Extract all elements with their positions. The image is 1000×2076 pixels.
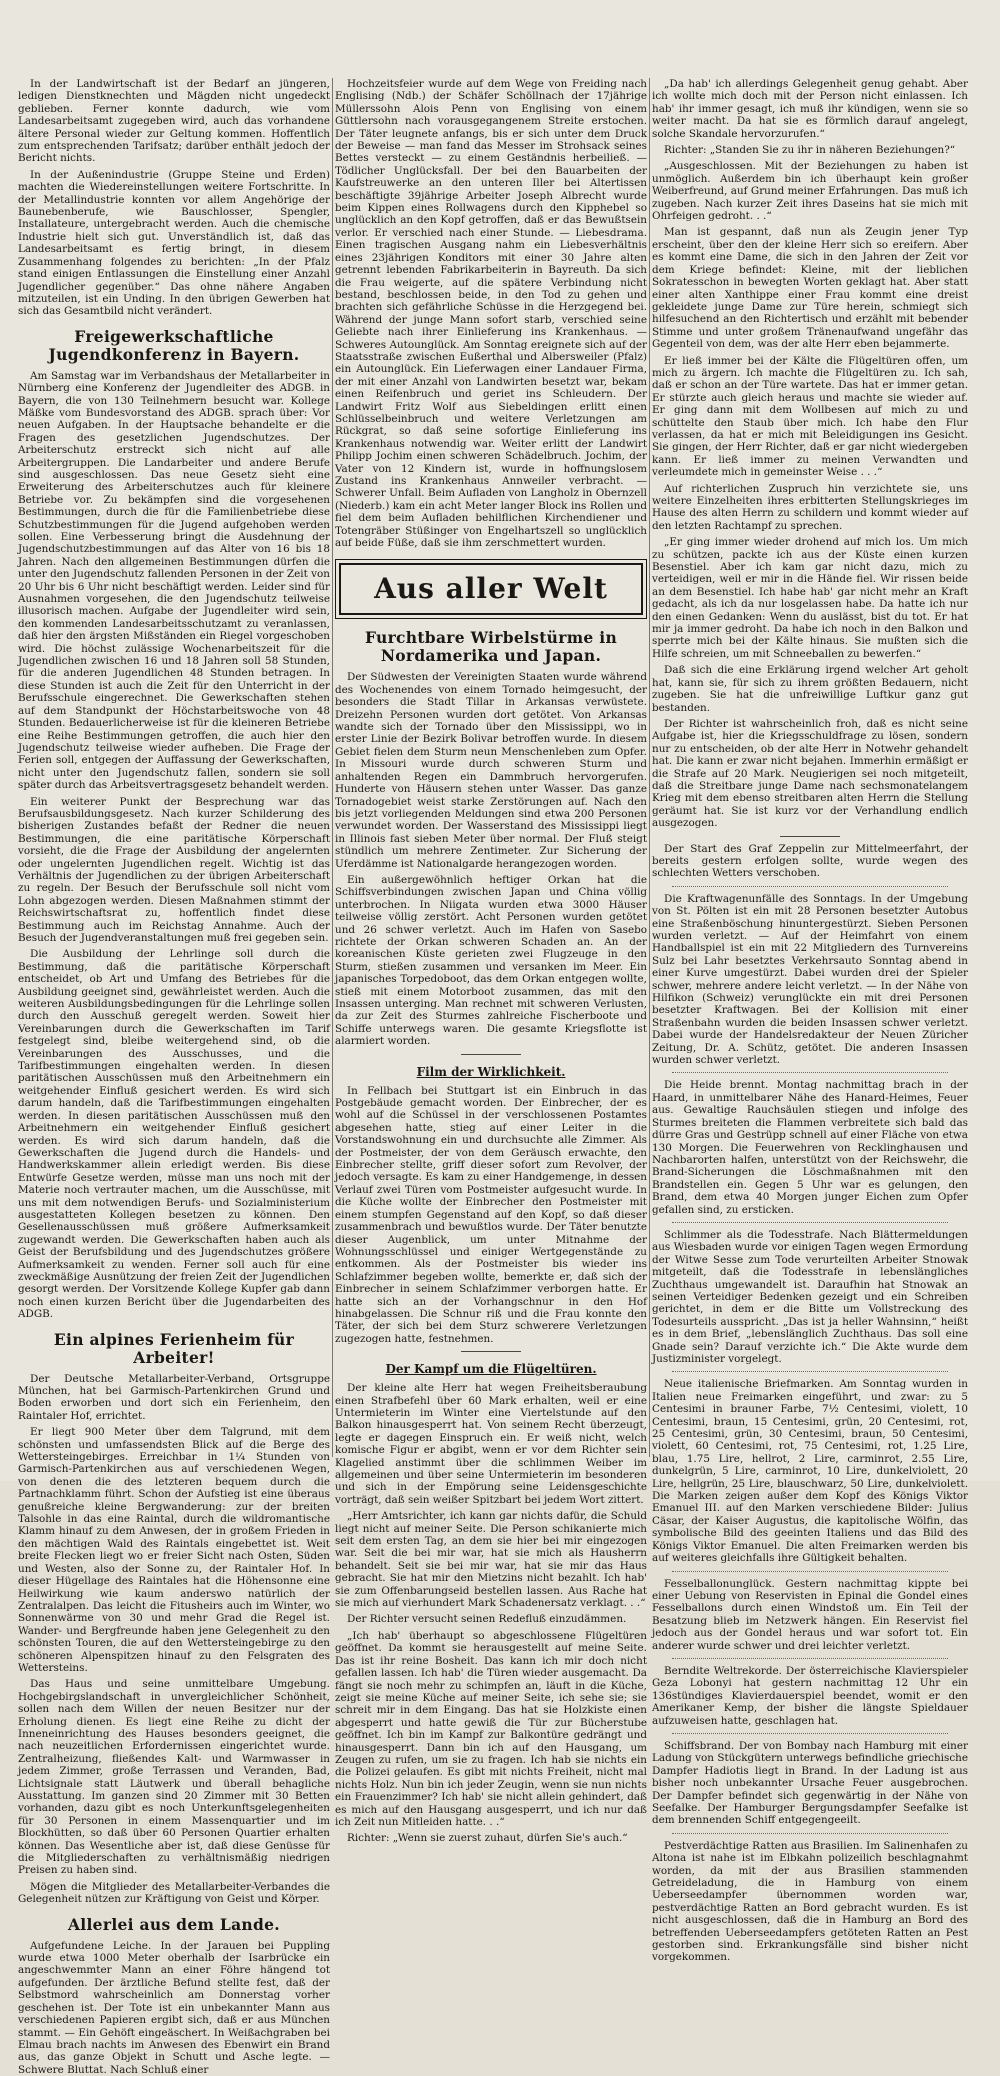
column-2: [335, 78, 647, 1845]
dotted-separator: [672, 1658, 948, 1659]
headline-allerlei: Allerlei aus dem Lande.: [67, 1914, 280, 1934]
paragraph: Richter: „Standen Sie zu ihr in näheren Beziehungen?“: [664, 144, 956, 157]
dotted-separator: [672, 886, 948, 887]
col3-news-items: [652, 843, 968, 1964]
separator: [780, 836, 840, 837]
headline-ferienheim: Ein alpines Ferienheim für Arbeiter!: [53, 1329, 295, 1367]
dotted-separator: [672, 1222, 948, 1223]
paragraph: Daß sich die eine Erklärung irgend welcher Art geholt hat, kann sie, für sich zu ihrem größten Bedauern, nicht zugeben. Sie hat die unfreiwillige Luftkur ganz gut bestanden.: [652, 664, 968, 714]
separator: [461, 1351, 521, 1352]
paragraph: Hochzeitsfeier wurde auf dem Wege von Freiding nach Englising (Ndb.) der Schäfer Schöllnach der 17jährige Müllerssohn Alois Penn von Englising von einem Güttlersohn nach vorausgegangenem Streite erstochen. Der Täter leugnete anfangs, bis er sich unter dem Druck der Beweise — man fand das Messer im Strohsack seines Bettes versteckt — zu einem Geständnis herbeiließ. — Tödlicher Unglücksfall. Der bei den Bauarbeiten der Kaufstreuwerke an den unteren Iller bei Altertissen beschäftigte 39jährige Arbeiter Joseph Albrecht wurde beim Kippen eines Rollwagens durch den Kipphebel so unglücklich an den Kopf getroffen, daß er das Bewußtsein verlor. Er verschied nach einer Stunde. — Liebesdrama. Einen tragischen Ausgang nahm ein Liebesverhältnis eines 23jährigen Konditors mit einer 30 Jahre alten getrennt lebenden Fabrikarbeiterin in Bayreuth. Da sich die Frau weigerte, auf die spätere Verbindung nicht bestand, beschlossen beide, in den Tod zu gehen und brachten sich gefährliche Schüsse in die Herzgegend bei. Während der junge Mann sofort starb, verschied seine Geliebte nach ihrer Einlieferung ins Krankenhaus. — Schweres Autounglück. Am Sonntag ereignete sich auf der Staatsstraße zwischen Eußerthal und Albersweiler (Pfalz) ein Autounglück. Ein Lieferwagen einer Landauer Firma, der mit einer Anzahl von Landwirten besetzt war, bekam einen Reifenbruch und geriet ins Schleudern. Der Landwirt Fritz Wolf aus Siebeldingen erlitt einen Schlüsselbeinbruch und weitere Verletzungen am Rückgrat, so daß seine sofortige Einlieferung ins Krankenhaus notwendig war. Weiter erlitt der Landwirt Philipp Jochim einen schweren Schädelbruch. Jochim, der Vater von 12 Kindern ist, wurde in hoffnungslosem Zustand ins Krankenhaus Annweiler verbracht. — Schwerer Unfall. Beim Aufladen von Langholz in Obernzell (Niederb.) kam ein acht Meter langer Block ins Rollen und fiel dem beim Aufladen behilflichen Kirchendiener und Totengräber Stüßinger von Engelhartszell so unglücklich auf beide Füße, daß sie ihm zerschmettert wurden.: [335, 78, 647, 550]
dotted-separator: [672, 1833, 948, 1834]
paragraph: Die Ausbildung der Lehrlinge soll durch die Bestimmung, daß die paritätische Körperschaft entscheidet, ob Art und Umfang des Betriebes für die Ausbildung geeignet sind, gewährleistet werden. Auch die weiteren Ausbildungsbedingungen für die Lehrlinge sollen durch den Ausschuß geregelt werden. Soweit hier Vereinbarungen durch die Gewerkschaften im Tarif festgelegt sind, bleibe weitergehend sind, ob die Vereinbarungen des Ausschusses, und die Tarifbestimmungen eingehalten werden. In diesen paritätischen Ausschüssen muß den Arbeitnehmern ein weitgehender Einfluß gesichert werden. Es wird sich darum handeln, daß die Tarifbestimmungen eingehalten werden. In diesen paritätischen Ausschüssen muß den Arbeitnehmern ein weitgehender Einfluß gesichert werden. Es wird sich darum handeln, daß die Gewerkschaften die Jugend durch die Handels- und Handwerkskammer allein erledigt werden. Bis diese Entwürfe Gesetze werden, müsse man uns noch mit der Materie noch vertrauter machen, um die Ausschüsse, mit uns mit dem notwendigen Berufs- und Sozialministerium ausgestatteten Kollegen besetzen zu können. Den Gesellenausschüssen muß größere Aufmerksamkeit zugewandt werden. Die Gewerkschaften haben auch als Geist der Berufsbildung und des Jugendschutzes größere Aufmerksamkeit zu wenden. Ferner soll auch für eine zweckmäßige Ausnützung der freien Zeit der Jugendlichen gesorgt werden. Der Vorsitzende Kollege Kupfer gab dann noch einen kurzen Bericht über die Jugendarbeiten des ADGB.: [18, 948, 330, 1321]
paragraph: Das Haus und seine unmittelbare Umgebung. Hochgebirgslandschaft in unvergleichlicher Schönheit, sollen nach dem Willen der neuen Besitzer nur der Erholung dienen. Es liegt eine Reihe zu dicht der Inneneinrichtung des Hauses besonders geeignet, die nach neuzeitlichen Erfordernissen eingerichtet wurde. Zentralheizung, fließendes Kalt- und Warmwasser in jedem Zimmer, große Terrassen und Veranden, Bad, Lichtsignale statt Läutwerk und überall behagliche Ausstattung. Im ganzen sind 20 Zimmer mit 30 Betten vorhanden, dazu gibt es noch Unterkunftsgelegenheiten für 30 Personen in einem Massenquartier und im Blockhütten, so daß über 60 Personen Quartier erhalten können. Das Wesentliche aber ist, daß diese Genüsse für die Mitgliederschaften zu verhältnismäßig niedrigen Preisen zu haben sind.: [18, 1678, 330, 1877]
paragraph: „Er ging immer wieder drohend auf mich los. Um mich zu schützen, packte ich aus der Küste einen kurzen Besenstiel. Aber ich kam gar nicht dazu, mich zu verteidigen, weil er mir in die Hände fiel. Wir rissen beide an dem Besenstiel. Ich habe hab' gar nicht mehr an Kraft gedacht, als ich da nur losgelassen habe. Da hatte ich nur den einen Gedanken: Wenn du auslässt, bist du tot. Er hat mir ja immer gedroht. Da habe ich noch in den Balkon und sperrte mich bei der Kälte hinaus. Sie mußten sich die Hilfe schreien, um mit Schneeballen zu bewerfen.“: [652, 536, 968, 660]
column-3: [652, 78, 968, 1964]
paragraph: Mögen die Mitglieder des Metallarbeiter-Verbandes die Gelegenheit nützen zur Kräftigung von Geist und Körper.: [18, 1880, 330, 1906]
paragraph: Ein weiterer Punkt der Besprechung war das Berufsausbildungsgesetz. Nach kurzer Schilderung des bisherigen Zustandes befaßt der Redner die neuen Bestimmungen, die eine paritätische Körperschaft vorsieht, die die Frage der Ausbildung der angelernten oder ungelernten Jugendlichen regelt. Wichtig ist das Verhältnis der Jugendlichen zu der übrigen Arbeiterschaft zu regeln. Der Besuch der Berufsschule soll nicht vom Lohn abgezogen werden. Diesen Maßnahmen stimmt der Reichswirtschaftsrat zu, hoffentlich findet diese Bestimmung auch im Reichstag Annahme. Auch der Besuch der Jugendveranstaltungen muß frei gegeben sein.: [18, 795, 330, 944]
dotted-separator: [672, 1371, 948, 1372]
paragraph: Er liegt 900 Meter über dem Talgrund, mit dem schönsten und umfassendsten Blick auf die Berge des Wettersteingebirges. Erreichbar in 1¼ Stunden von Garmisch-Partenkirchen aus auf verschiedenen Wegen, von denen die des letzteren bequem durch die Partnachklamm führt. Schon der Aufstieg ist eine überaus genußreiche kleine Bergwanderung: zur der breiten Talsohle in das eine Raintal, durch die wildromantische Klamm hinauf zu dem Anwesen, der in großem Frieden in den mächtigen Wald des Raintals eingebettet ist. Weit breite Flecken liegt wo er freier Sicht nach Osten, Süden und Westen, also der Sonne zu, der Raintaler Hof. In dieser Hügellage des Raintales hat die Höhensonne eine Heilwirkung wie kaum anderswo natürlich der Zentralalpen. Das leicht die Fitusheirs auch im Winter, wo Sonnenwärme von 30 und mehr Grad die Regel ist. Wander- und Bergfreunde haben jene Gelegenheit zu den schönsten Touren, die auf den Wettersteingebirge zu den schöneren Alpenspitzen hinauf zu den Felsgraten des Wettersteins.: [18, 1426, 330, 1674]
paragraph: Ein außergewöhnlich heftiger Orkan hat die Schiffsverbindungen zwischen Japan und China völlig unterbrochen. In Niigata wurden etwa 3000 Häuser teilweise völlig zerstört. Acht Personen wurden getötet und 26 schwer verletzt. Auch im Hafen von Sasebo richtete der Orkan schweren Schaden an. An der koreanischen Küste gerieten zwei Flugzeuge in den Sturm, stießen zusammen und versanken im Meer. Ein japanisches Torpedoboot, das dem Orkan entgegen wollte, stieß mit einem Motorboot zusammen, das mit den Insassen unterging. Man rechnet mit schweren Verlusten, da zur Zeit des Sturmes zahlreiche Fischerboote und Schiffe unterwegs waren. Die gesamte Kriegsflotte ist alarmiert worden.: [335, 873, 647, 1048]
headline-film-der-wirklichkeit: Film der Wirklichkeit.: [416, 1064, 566, 1079]
news-item: Die Kraftwagenunfälle des Sonntags. In der Umgebung von St. Pölten ist ein mit 28 Personen besetzter Autobus eine Straßenböschung hinuntergestürzt. Sieben Personen wurden verletzt. — Auf der Heimfahrt von einem Handballspiel ist ein mit 22 Mitgliedern des Turnvereins Sulz bei Lahr besetztes Verkehrsauto Sonntag abend in einer Kurve umgestürzt. Dabei wurden drei der Spieler schwer, mehrere andere leicht verletzt. — In der Nähe von Hilfikon (Schweiz) verunglückte ein mit drei Personen besetzter Kraftwagen. Bei der Kollision mit einer Straßenbahn wurden die beiden Insassen schwer verletzt. Dabei wurde der Handelsredakteur der Neuen Züricher Zeitung, Dr. A. Schütz, getötet. Die anderen Insassen wurden schwer verletzt.: [652, 892, 968, 1067]
paragraph: In der Landwirtschaft ist der Bedarf an jüngeren, ledigen Dienstknechten und Mägden nicht ungedeckt geblieben. Ferner konnte dadurch, wie vom Landesarbeitsamt zugegeben wird, auch das vorhandene ältere Personal wieder zur Geltung kommen. Hoffentlich zum entsprechenden Tarifsatz; darüber enthält jedoch der Bericht nichts.: [18, 78, 330, 165]
paragraph: Der Deutsche Metallarbeiter-Verband, Ortsgruppe München, hat bei Garmisch-Partenkirchen Grund und Boden erworben und dort sich ein Ferienheim, den Raintaler Hof, errichtet.: [18, 1372, 330, 1422]
article-kampf-fluegeltueren: [335, 1382, 647, 1845]
paragraph: Richter: „Wenn sie zuerst zuhaut, dürfen Sie's auch.“: [347, 1832, 628, 1845]
paragraph: Auf richterlichen Zuspruch hin verzichtete sie, uns weitere Einzelheiten ihres erbitterten Stellungskrieges im Hause des alten Herrn zu schildern und kommt wieder auf den letzten Rachtampf zu sprechen.: [652, 482, 968, 532]
news-item: Fesselballonunglück. Gestern nachmittag kippte bei einer Uebung von Reservisten in Epinal die Gondel eines Fesselballons durch einen Windstoß um. Ein Teil der Besatzung blieb im Netzwerk hängen. Ein Reservist fiel jedoch aus der Gondel heraus und war sofort tot. Ein anderer wurde schwer und drei leichter verletzt.: [652, 1577, 968, 1652]
column-divider-1: [332, 78, 333, 1457]
paragraph: In der Außenindustrie (Gruppe Steine und Erden) machten die Wiedereinstellungen weitere Fortschritte. In der Metallindustrie konnten vor allem Angehörige der Baunebenberufe, wie Bauschlosser, Spengler, Installateure, untergebracht werden. Auch die chemische Industrie hielt sich gut. Unverständlich ist, daß das Landesarbeitsamt es fertig bringt, in diesem Zusammenhang folgendes zu berichten: „In der Pfalz stand einigen Entlassungen die Einstellung einer Anzahl Jugendlicher gegenüber.“ Das ohne nähere Angaben mitzuteilen, ist ein Unding. In den übrigen Gewerben hat sich das Gesamtbild nicht verändert.: [18, 168, 330, 318]
headline-wirbelstuerme: Furchtbare Wirbelstürme in Nordamerika und Japan.: [364, 628, 618, 666]
paragraph: Er ließ immer bei der Kälte die Flügeltüren offen, um mich zu ärgern. Ich machte die Flügeltüren zu. Ich sah, daß er schon an der Türe wartete. Das hat er immer getan. Er stürzte auch gleich heraus und machte sie wieder auf. Er ging dann mit dem Wollbesen auf mich zu und schüttelte den Staub über mich. Ich habe den Flur verlassen, da hat er mich mit Beleidigungen ins Gesicht. Sie gingen, der Herr Richter, daß er gar nicht wiedergeben kann. Er ließ immer zu meinen Verwandten und verleumdete mich in gemeinster Weise . . .“: [652, 354, 968, 479]
paragraph: „Ich hab' überhaupt so abgeschlossene Flügeltüren geöffnet. Da kommt sie herausgestellt auf meine Seite. Das ist ihr reine Bosheit. Das kann ich mir doch nicht gefallen lassen. Ich hab' die Türen wieder ausgemacht. Da fängt sie noch mehr zu schimpfen an, läuft in die Küche, zeigt sie meine Küche auf meiner Seite, ich sehe sie; sie schreit mir in dem Eingang. Das hat sie Holzkiste einen abgesperrt und hatte gewiß die Tür zur Bücherstube geöffnet. Ich bin im Kampf zur Balkontüre gedrängt und hinausgesperrt. Dann bin ich auf den Hausgang, um Zeugen zu rufen, um sie zu fragen. Ich hab sie nichts ein die Polizei gelaufen. Es gibt mit nichts Freiheit, nicht mal nichts Holz. Nun bin ich jeder Zeugin, wenn sie nun nichts ein Frauenzimmer? Ich hab' sie nicht allein gehindert, daß es mich auf den Hausgang ausgesperrt, und ich nur daß ich Zeit nun Mitleiden hatte. . .“: [335, 1629, 647, 1828]
column-1: [18, 78, 330, 2076]
paragraph: Man ist gespannt, daß nun als Zeugin jener Typ erscheint, über den der kleine Herr sich so ereifern. Aber es kommt eine Dame, die sich in den Jahren der Zeit vor dem Kriege befindet: Kleine, mit der lieblichen Sokratesschon in bewegten Worten geklagt hat. Aber statt einer alten Xanthippe einer Frau kommt eine dreist gekleidete junge Dame zur Türe herein, schmiegt sich hilfesuchend an den Richtertisch und erzählt mit bebender Stimme und unter großem Tränenaufwand ungefähr das Gegenteil von dem, was der alte Herr eben bejammerte.: [652, 226, 968, 351]
paragraph: Der Richter versucht seinen Redefluß einzudämmen.: [347, 1613, 627, 1626]
dotted-separator: [672, 1571, 948, 1572]
dotted-separator: [672, 1072, 948, 1073]
headline-jugendkonferenz: Freigewerkschaftliche Jugendkonferenz in Bayern.: [48, 326, 300, 364]
col1-intro: [18, 78, 330, 318]
article-ferienheim: [18, 1373, 330, 1906]
news-item: Schiffsbrand. Der von Bombay nach Hamburg mit einer Ladung von Stückgütern unterwegs befindliche griechische Dampfer Hadiotis liegt in Brand. In der Ladung ist aus bisher noch unbekannter Ursache Feuer ausgebrochen. Der Dampfer befindet sich gegenwärtig in der Nähe von Seefalke. Der Hamburger Bergungsdampfer Seefalke ist dem brennenden Schiff entgegengeeilt.: [652, 1739, 968, 1827]
paragraph: „Ausgeschlossen. Mit der Beziehungen zu haben ist unmöglich. Außerdem bin ich überhaupt kein großer Weiberfreund, auf Grund meiner Erfahrungen. Das muß ich zugeben. Nach kurzer Zeit ihres Daseins hat sie mich mit Ohrfeigen gedroht. . .“: [652, 160, 968, 223]
col2-intro: [335, 78, 647, 549]
article-jugendkonferenz: [18, 370, 330, 1321]
news-item: Neue italienische Briefmarken. Am Sonntag wurden in Italien neue Freimarken eingeführt, und zwar: zu 5 Centesimi in brauner Farbe, 7½ Centesimi, violett, 10 Centesimi, braun, 15 Centesimi, grün, 20 Centesimi, rot, 25 Centesimi, grün, 30 Centesimi, braun, 50 Centesimi, violett, 60 Centesimi, rot, 75 Centesimi, rot, 1.25 Lire, blau, 1.75 Lire, hellrot, 2 Lire, carminrot, 2.55 Lire, dunkelgrün, 5 Lire, carminrot, 10 Lire, dunkelviolett, 20 Lire, hellgrün, 25 Lire, blauschwarz, 50 Lire, dunkelviolett. Die Marken zeigen außer dem Kopf des Königs Viktor Emanuel III. auf den Marken verschiedene Bilder: Julius Cäsar, der Kaiser Augustus, die kapitolische Wölfin, das symbolische Bild des geeinten Italiens und das Bild des Königs Viktor Emanuel. Die alten Freimarken werden bis auf weiteres gleichfalls ihre Gültigkeit behalten.: [652, 1378, 968, 1565]
news-item: Pestverdächtige Ratten aus Brasilien. Im Salinenhafen zu Altona ist nahe ist im Elbkahn polizeilich beschlagnahmt worden, da mit der aus Brasilien stammenden Getreideladung, die in Hamburg von einem Ueberseedampfer übernommen worden war, pestverdächtige Ratten an Bord gebracht wurden. Es ist nicht ausgeschlossen, daß die in Hamburg an Bord des betreffenden Ueberseedampfers getöteten Ratten an Pest gestorben sind. Erkrankungsfälle sind bisher nicht vorgekommen.: [652, 1839, 968, 1964]
dotted-separator: [672, 1733, 948, 1734]
paragraph: Am Samstag war im Verbandshaus der Metallarbeiter in Nürnberg eine Konferenz der Jugendleiter des ADGB. in Bayern, die von 130 Teilnehmern besucht war. Kollege Mäßke vom Bundesvorstand des ADGB. sprach über: Vor neuen Aufgaben. In der Hauptsache behandelte er die Fragen des gesetzlichen Jugendschutzes. Der Arbeiterschutz erstreckt sich nicht auf alle Arbeitergruppen. Die Landarbeiter und andere Berufe sind ausgeschlossen. Das neue Gesetz sieht eine Erweiterung des Arbeiterschutzes auch für kleinere Betriebe vor. Zu bekämpfen sind die vorgesehenen Bestimmungen, durch die für die Familienbetriebe diese Schutzbestimmungen für die Jugend aufgehoben werden sollen. Eine Verbesserung bringt die Ausdehnung der Jugendschutzbestimmungen auf das Alter von 16 bis 18 Jahren. Nach den allgemeinen Bestimmungen dürfen die unter den Jugendschutz fallenden Personen in der Zeit von 20 Uhr bis 6 Uhr nicht beschäftigt werden. Leider sind für Ausnahmen vorgesehen, die den Jugendschutz teilweise illusorisch machen. Aufgabe der Jugendleiter wird sein, den kommenden Landesarbeitsschutzamt zu veranlassen, daß hier den ärgsten Mißständen ein Riegel vorgeschoben wird. Die höchst zulässige Wochenarbeitszeit für die Jugendlichen zwischen 16 und 18 Jahren soll 58 Stunden, für die anderen Jugendlichen 48 Stunden betragen. In diese Stunden ist auch die Zeit für den Unterricht in der Berufsschule eingerechnet. Die Gewerkschaften stehen auf dem Standpunkt der Höchstarbeitswoche von 48 Stunden. Bedauerlicherweise ist für die kleineren Betriebe eine Reihe Bestimmungen getroffen, die auch hier den Jugendschutz teilweise wieder aufheben. Die Frage der Ferien soll, entgegen der Auffassung der Gewerkschaften, nicht unter den Jugendschutz fallen, sondern sie soll später durch das Arbeitsvertragsgesetz behandelt werden.: [18, 369, 330, 792]
article-film-der-wirklichkeit: [335, 1085, 647, 1346]
news-item: Die Heide brennt. Montag nachmittag brach in der Haard, in unmittelbarer Nähe des Hanard-Heimes, Feuer aus. Gewaltige Rauchsäulen stiegen und infolge des Sturmes breiteten die Flammen verbreitete sich bald das dürre Gras und Gestrüpp schnell auf einer Fläche von etwa 130 Morgen. Die Feuerwehren von Recklinghausen und Nachbarorten halfen, unterstützt von der Reichswehr, die Brand-Sicherungen die Löschmaßnahmen mit den Brandstellen ein. Gegen 5 Uhr war es gelungen, den Brand, dem etwa 40 Morgen junger Eichen zum Opfer gefallen sind, zu ersticken.: [652, 1079, 968, 1216]
paragraph: Der Südwesten der Vereinigten Staaten wurde während des Wochenendes von einem Tornado heimgesucht, der besonders die Stadt Tillar in Arkansas verwüstete. Dreizehn Personen wurden dort getötet. Von Arkansas wandte sich der Tornado über den Mississippi, wo in erster Linie der Bezirk Bolivar betroffen wurde. In diesem Gebiet fielen dem Sturm neun Menschenleben zum Opfer. In Missouri wurde durch schweren Sturm und anhaltenden Regen ein Dammbruch hervorgerufen. Hunderte von Häusern stehen unter Wasser. Das ganze Tornadogebiet weist starke Zerstörungen auf. Nach den bis jetzt vorliegenden Meldungen sind etwa 200 Personen verwundet worden. Der Wasserstand des Mississippi liegt in Illinois fast sieben Meter über normal. Der Fluß steigt stündlich um mehrere Zentimeter. Zur Sicherung der Uferdämme ist Nationalgarde herangezogen worden.: [335, 671, 647, 870]
news-item: Berndite Weltrekorde. Der österreichische Klavierspieler Geza Lobonyi hat gestern nachmittag 12 Uhr ein 136stündiges Klavierdauerspiel beendet, womit er den Amerikaner Kemp, der bisher die längste Spieldauer aufzuweisen hatte, geschlagen hat.: [652, 1664, 968, 1727]
article-wirbelstuerme: [335, 671, 647, 1047]
paragraph: Der kleine alte Herr hat wegen Freiheitsberaubung einen Strafbefehl über 60 Mark erhalten, weil er eine Untermieterin im Winter eine Viertelstunde auf den Balkon hinausgesperrt hat. Von seinem Recht überzeugt, legte er dagegen Einspruch ein. Er weiß nicht, welch komische Figur er abgibt, wenn er vor dem Richter sein Klagelied anstimmt über die schlimmen Weiber im allgemeinen und über seine Untermieterin im besonderen und sich in der Empörung seine Leidensgeschichte vorträgt, daß sein weißer Spitzbart bei jedem Wort zittert.: [335, 1382, 647, 1506]
article-allerlei: [18, 1940, 330, 2076]
paragraph: Der Richter ist wahrscheinlich froh, daß es nicht seine Aufgabe ist, hier die Kriegsschuldfrage zu lösen, sondern nur zu entscheiden, ob der alte Herr in Notwehr gehandelt hat. Die kann er zwar nicht bejahen. Immerhin ermäßigt er die Strafe auf 20 Mark. Neugierigen sei noch mitgeteilt, daß die Streitbare junge Dame nach sechsmonatelangem Krieg mit dem ebenso streitbaren alten Herrn die Stellung geräumt hat. Sie ist kurz vor der Verhandlung endlich ausgezogen.: [652, 717, 968, 830]
news-item: Schlimmer als die Todesstrafe. Nach Blättermeldungen aus Wiesbaden wurde vor einigen Tagen wegen Ermordung der Witwe Sesse zum Tode verurteilten Arbeiter Stnowak mitgeteilt, daß die Todesstrafe in lebenslängliches Zuchthaus umgewandelt ist. Daraufhin hat Stnowak an seinen Verteidiger Bedenken gezeigt und ein Schreiben gerichtet, in dem er die Bitte um Vollstreckung des Todesurteils ausspricht. „Das ist ja heller Wahnsinn,“ heißt es in dem Brief, „lebenslänglich Zuchthaus. Das soll eine Gnade sein? Darauf verzichte ich.“ Die Akte wurde dem Justizminister vorgelegt.: [652, 1228, 968, 1365]
paragraph: „Da hab' ich allerdings Gelegenheit genug gehabt. Aber ich wollte mich doch mit der Person nicht einlassen. Ich hab' ihr immer gesagt, ich muß ihr kündigen, wenn sie so weiter macht. Da hat sie es förmlich darauf angelegt, solche Skandale hervorzurufen.“: [652, 78, 968, 140]
column-divider-2: [649, 78, 650, 1457]
separator: [461, 1054, 521, 1055]
paragraph: Aufgefundene Leiche. In der Jarauen bei Puppling wurde etwa 1000 Meter oberhalb der Isarbrücke ein angeschwemmter Mann an einer Föhre hängend tot aufgefunden. Der ärztliche Befund stellte fest, daß der Selbstmord wahrscheinlich am Donnerstag vorher geschehen ist. Der Tote ist ein unbekannter Mann aus verschiedenen Papieren ergibt sich, daß er aus München stammt. — Ein Gehöft eingeäschert. In Weißachgraben bei Elmau brach nachts im Anwesen des Ebenwirt ein Brand aus, das ganze Objekt in Schutt und Asche legte. — Schwere Bluttat. Nach Schluß einer: [18, 1939, 330, 2076]
headline-kampf-fluegeltueren: Der Kampf um die Flügeltüren.: [385, 1362, 597, 1377]
col3-intro: [652, 78, 968, 830]
paragraph: „Herr Amtsrichter, ich kann gar nichts dafür, die Schuld liegt nicht auf meiner Seite. Die Person schikanierte mich seit dem ersten Tag, an dem sie hier bei mir eingezogen war. Seit die bei mir war, hat sie mich als Hausherrn behandelt. Seit sie bei mir war, hat sie mir das Haus gebracht. Sie hat mir den Mietzins nicht bezahlt. Ich hab' sie zum Offenbarungseid bestellen lassen. Aus Rache hat sie mich auf vierhundert Mark Schadenersatz verklagt. . .“: [335, 1510, 647, 1610]
section-banner-aus-aller-welt: Aus aller Welt: [339, 563, 643, 615]
paragraph: In Fellbach bei Stuttgart ist ein Einbruch in das Postgebäude gemacht worden. Der Einbrecher, der es wohl auf die Schüssel in der verschlossenen Postamtes abgesehen hatte, stieg auf einer Leiter in die Vorstandswohnung ein und durchsuchte alle Zimmer. Als der Postmeister, der von dem Geräusch erwachte, den Einbrecher stellte, griff dieser sofort zum Revolver, der jedoch versagte. Es kam zu einer Handgemenge, in dessen Verlauf zwei Türen vom Postmeister aufgesucht wurde. In die Küche wollte der Einbrecher den Postmeister mit einem stumpfen Gegenstand auf den Kopf, so daß dieser zusammenbrach und bewußtlos wurde. Der Täter benutzte dieser Augenblick, um unter Mitnahme der Wohnungsschlüssel und einiger Wertgegenstände zu entkommen. Als der Postmeister bis wieder ins Schlafzimmer begeben wollte, bemerkte er, daß sich der Einbrecher in seinem Schlafzimmer verborgen hatte. Er hatte sich an der Vorhangschnur in den Hof hinabgelassen. Die Schnur riß und die Frau konnte den Täter, der sich bei dem Sturz schwerere Verletzungen zugezogen hatte, festnehmen.: [335, 1084, 647, 1345]
news-item: Der Start des Graf Zeppelin zur Mittelmeerfahrt, der bereits gestern erfolgen sollte, wurde wegen des schlechten Wetters verschoben.: [652, 842, 968, 880]
